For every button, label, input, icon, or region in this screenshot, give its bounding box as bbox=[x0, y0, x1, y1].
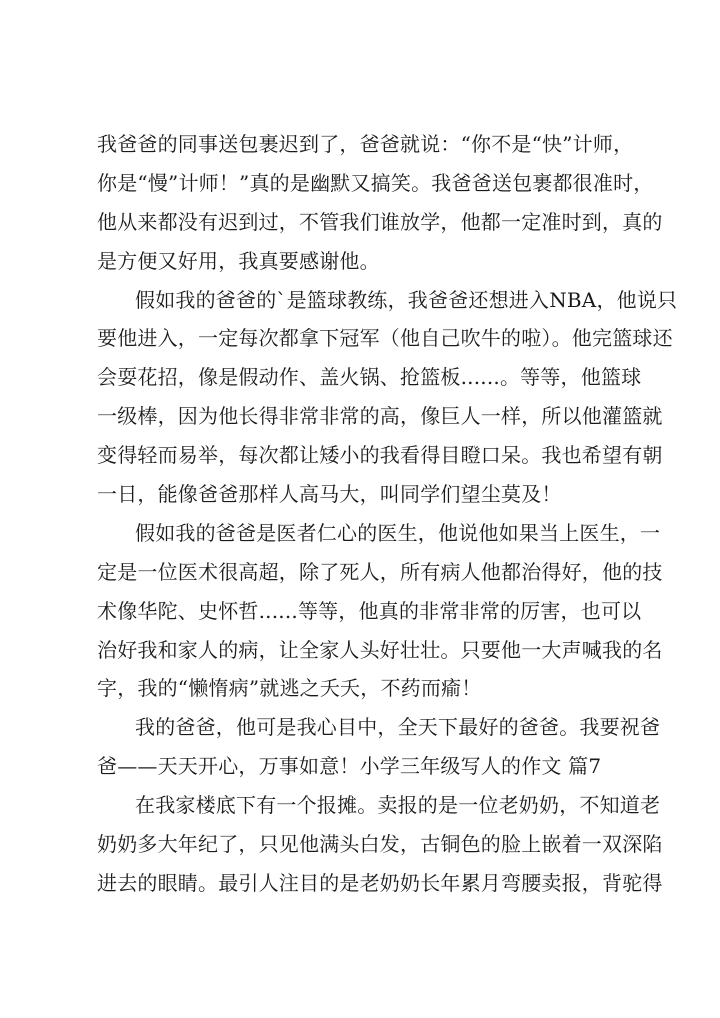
text-line: 奶奶多大年纪了，只见他满头白发，古铜色的脸上嵌着一双深陷 bbox=[97, 832, 663, 857]
text-line: 一级棒，因为他长得非常非常的高，像巨人一样，所以他灌篮就 bbox=[97, 404, 663, 429]
text-line: 我爸爸的同事送包裹迟到了，爸爸就说：“你不是“快”计师， bbox=[97, 132, 634, 156]
text-line: 爸——天天开心，万事如意！小学三年级写人的作文 篇7 bbox=[97, 754, 602, 779]
text-line: 变得轻而易举，每次都让矮小的我看得目瞪口呆。我也希望有朝 bbox=[97, 443, 663, 468]
text-line: 一日，能像爸爸那样人高马大，叫同学们望尘莫及！ bbox=[97, 482, 562, 507]
text-line: 你是“慢”计师！”真的是幽默又搞笑。我爸爸送包裹都很准时， bbox=[97, 170, 654, 195]
paragraph-start-line: 假如我的爸爸是医者仁心的医生，他说他如果当上医生，一 bbox=[135, 520, 661, 545]
article-body bbox=[97, 125, 678, 903]
paragraph-start-line: 我的爸爸，他可是我心目中，全天下最好的爸爸。我要祝爸 bbox=[135, 715, 661, 740]
paragraph-start-line: 在我家楼底下有一个报摊。卖报的是一位老奶奶，不知道老 bbox=[135, 793, 661, 818]
text-line: 他从来都没有迟到过，不管我们谁放学，他都一定准时到，真的 bbox=[97, 209, 663, 234]
text-line: 会耍花招，像是假动作、盖火锅、抢篮板......。等等，他篮球 bbox=[97, 365, 642, 390]
text-line: 是方便又好用，我真要感谢他。 bbox=[97, 248, 380, 273]
text-line: 定是一位医术很高超，除了死人，所有病人他都治得好，他的技 bbox=[97, 559, 663, 584]
text-line: 治好我和家人的病，让全家人头好壮壮。只要他一大声喊我的名 bbox=[97, 637, 663, 662]
text-line: 要他进入，一定每次都拿下冠军（他自己吹牛的啦）。他完篮球还 bbox=[97, 326, 673, 351]
paragraph-start-line: 假如我的爸爸的`是篮球教练，我爸爸还想进入NBA，他说只 bbox=[135, 287, 678, 312]
text-line: 字，我的“懒惰病”就逃之夭夭，不药而瘉！ bbox=[97, 676, 482, 701]
text-line: 进去的眼睛。最引人注目的是老奶奶长年累月弯腰卖报，背驼得 bbox=[97, 870, 663, 895]
text-line: 术像华陀、史怀哲......等等，他真的非常非常的厉害，也可以 bbox=[97, 598, 642, 623]
